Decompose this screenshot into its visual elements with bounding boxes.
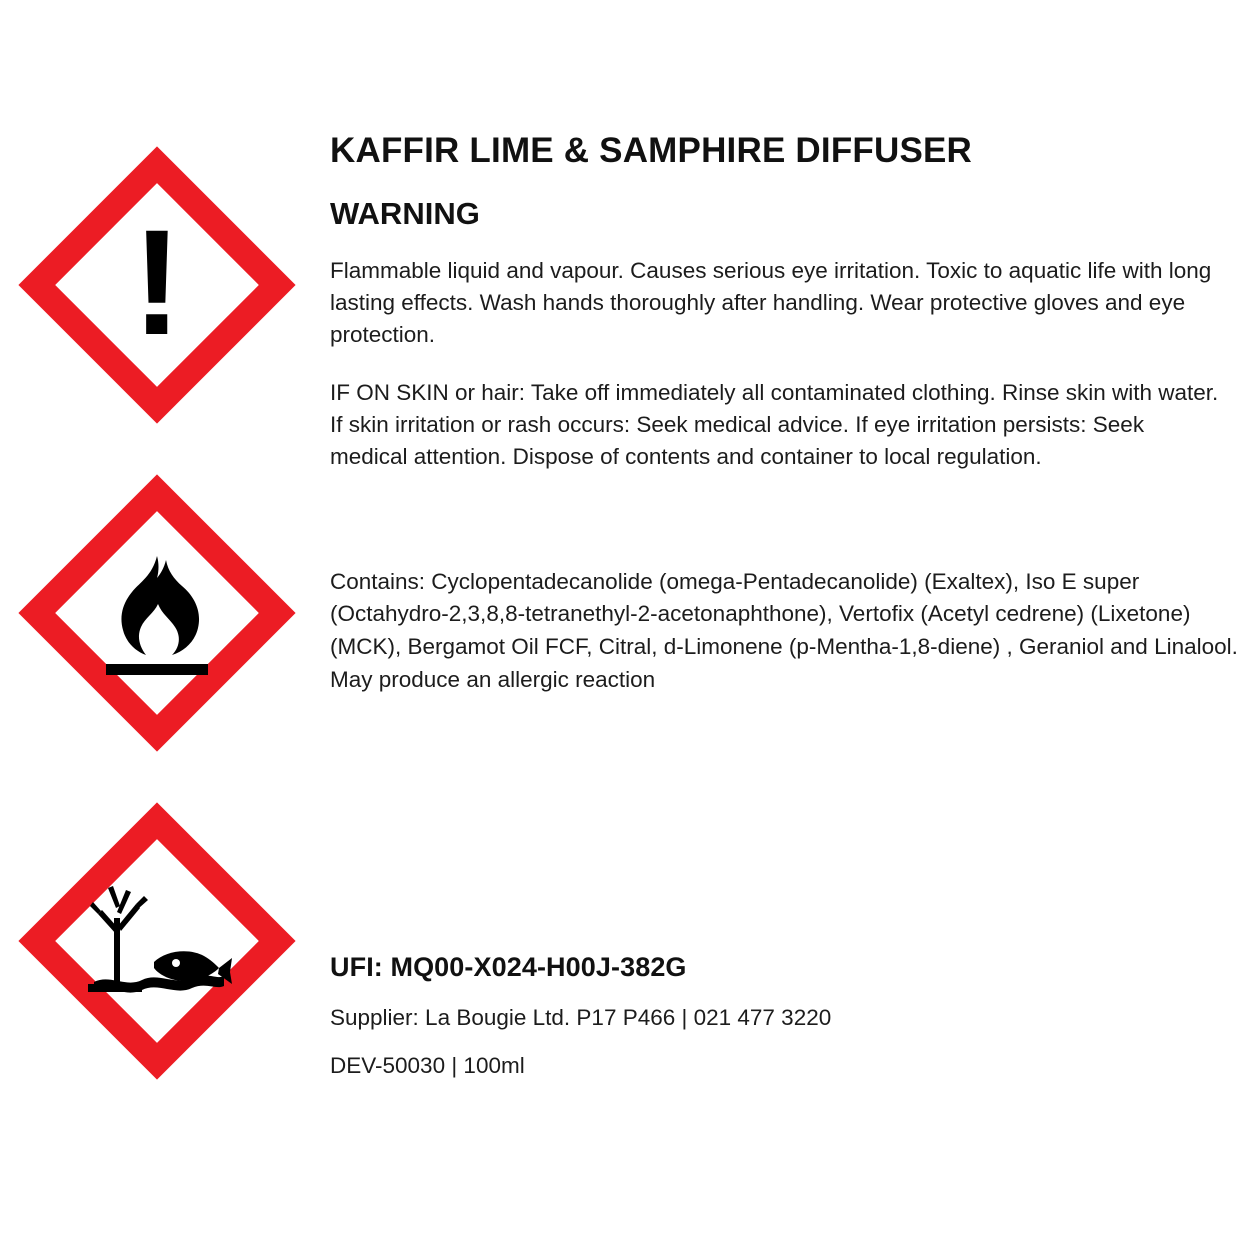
supplier-details: Supplier: La Bougie Ltd. P17 P466 | 021 477 3220 xyxy=(330,1005,832,1030)
product-title: KAFFIR LIME & SAMPHIRE DIFFUSER xyxy=(330,131,973,170)
flame-icon xyxy=(72,528,242,698)
signal-word: WARNING xyxy=(330,195,480,231)
section-spacer xyxy=(330,500,1220,566)
sku-and-volume: DEV-50030 | 100ml xyxy=(330,1053,525,1078)
label-text-column xyxy=(330,131,1238,696)
ghs09-environmental-hazard-pictogram xyxy=(12,796,302,1086)
exclamation-mark-icon xyxy=(72,200,242,370)
ghs02-flammable-pictogram xyxy=(12,468,302,758)
pictogram-column xyxy=(12,140,302,1124)
precautionary-statements: IF ON SKIN or hair: Take off immediately all contaminated clothing. Rinse skin with water. If skin irritation or rash occurs: Seek medical advice. If eye irritation persists: Seek medical attention. Dispose of contents and container to local regulation. xyxy=(330,380,1219,470)
ghs07-exclamation-mark-pictogram xyxy=(12,140,302,430)
ufi-code: UFI: MQ00-X024-H00J-382G xyxy=(330,952,687,982)
label-footer xyxy=(330,952,1220,1079)
exclamation-glyph: ! xyxy=(132,198,182,366)
hazard-statements: Flammable liquid and vapour. Causes serious eye irritation. Toxic to aquatic life with long lasting effects. Wash hands thoroughly after handling. Wear protective gloves and eye protection. xyxy=(330,257,1212,347)
dead-tree-and-fish-icon xyxy=(72,856,242,1026)
contains-ingredients: Contains: Cyclopentadecanolide (omega-Pentadecanolide) (Exaltex), Iso E super (Octahydro-2,3,8,8-tetranethyl-2-acetonaphthone), Vertofix (Acetyl cedrene) (Lixetone) (MCK), Bergamot Oil FCF, Citral, d-Limonene (p-Mentha-1,8-diene) , Geraniol and Linalool. May produce an allergic reaction xyxy=(330,568,1238,692)
